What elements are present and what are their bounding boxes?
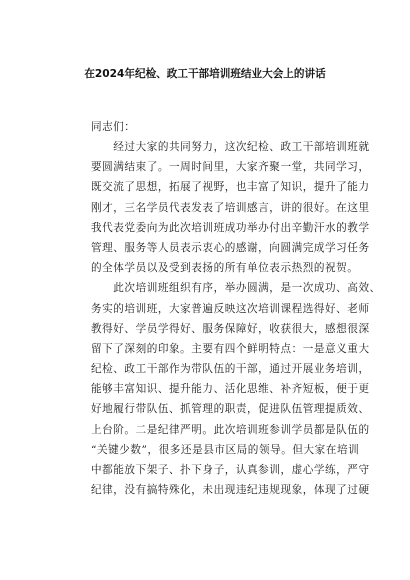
text-line: 刚才，三名学员代表发表了培训感言，讲的很好。在这里 [91,201,370,214]
text-line: 此次培训班组织有序，举办圆满，是一次成功、高效、 [91,282,381,295]
text-line: “关键少数”，很多还是县市区局的领导。但大家在培训 [91,443,360,456]
text-line: 好地履行带队伍、抓管理的职责，促进队伍管理提质效、 [91,403,370,416]
text-line: 管理、服务等人员表示衷心的感谢，向圆满完成学习任务 [91,241,370,254]
text-line: 中都能放下架子、扑下身子，认真参训，虚心学练，严守 [91,464,370,476]
text-line: 上台阶。二是纪律严明。此次培训班参训学员都是队伍的 [91,423,370,436]
text-line: 我代表党委向为此次培训班成功举办付出辛勤汗水的教学 [91,221,370,234]
text-line: 留下了深刻的印象。主要有四个鲜明特点：一是意义重大 [91,342,370,355]
body-text [91,137,381,500]
text-line: 纪律，没有搞特殊化，未出现违纪违规现象，体现了过硬 [91,484,370,497]
text-line: 能够丰富知识、提升能力、活化思维、补齐短板，便于更 [91,383,370,396]
text-line: 经过大家的共同努力，这次纪检、政工干部培训班就 [91,141,370,153]
document-title: 在2024年纪检、政工干部培训班结业大会上的讲话 [84,68,326,80]
text-line: 的全体学员以及受到表扬的所有单位表示热烈的祝贺。 [91,262,359,275]
text-line: 教得好、学员学得好、服务保障好，收获很大，感想很深 [91,322,370,335]
text-line: 要圆满结束了。一周时间里，大家齐聚一堂，共同学习， [91,161,370,174]
greeting: 同志们： [91,121,136,133]
text-line: 既交流了思想，拓展了视野，也丰富了知识，提升了能力 [91,181,370,194]
text-line: 务实的培训班，大家普遍反映这次培训课程选得好、老师 [91,302,370,315]
text-line: 纪检、政工干部作为带队伍的干部，通过开展业务培训， [91,363,370,376]
